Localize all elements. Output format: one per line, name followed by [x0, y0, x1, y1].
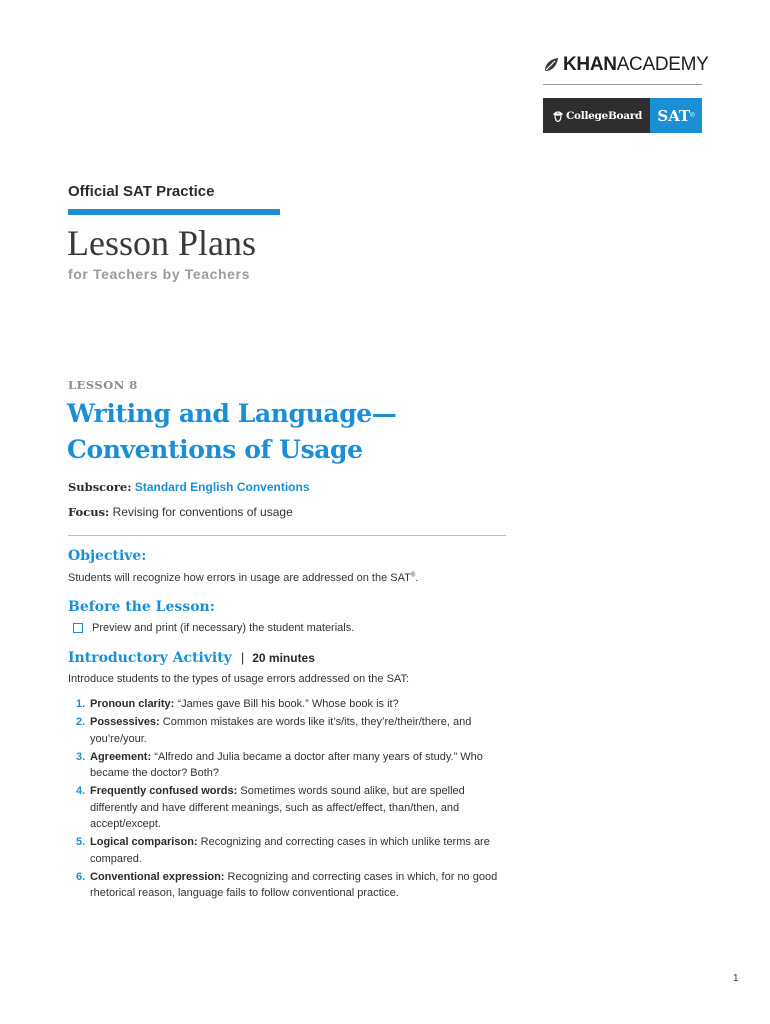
- before-lesson-heading: Before the Lesson:: [68, 599, 215, 615]
- subscore-key: Subscore:: [68, 480, 132, 494]
- collegeboard-sat-badge: [543, 98, 702, 133]
- list-item-term: Pronoun clarity:: [90, 698, 175, 710]
- lesson-number: LESSON 8: [68, 378, 138, 392]
- lesson-title-line-1: Writing and Language—: [67, 399, 397, 428]
- sat-logo: [650, 98, 702, 133]
- list-item: [68, 749, 508, 782]
- list-item-term: Agreement:: [90, 750, 152, 763]
- collegeboard-label: CollegeBoard: [566, 109, 642, 122]
- activity-duration: 20 minutes: [252, 651, 315, 665]
- focus-line: [68, 505, 293, 519]
- list-item-text: Common mistakes are words like it’s/its, they’re/their/there, and you’re/your.: [90, 716, 472, 745]
- list-item: [68, 834, 508, 867]
- list-item-text: Sometimes words sound alike, but are spelled differently and have different meanings, such as affect/effect, than/then, and accept/except.: [90, 785, 465, 830]
- list-item-number: 4.: [76, 785, 86, 797]
- leaf-icon: [543, 57, 559, 73]
- document-subtitle: for Teachers by Teachers: [68, 266, 250, 282]
- page-number: 1: [733, 973, 739, 984]
- list-item-text: “James gave Bill his book.” Whose book is it?: [177, 698, 399, 710]
- objective-text-body: Students will recognize how errors in usage are addressed on the SAT: [68, 572, 411, 584]
- list-item: [68, 783, 508, 833]
- subscore-line: [68, 480, 310, 494]
- objective-text: [68, 572, 418, 584]
- checklist-item: [73, 622, 354, 634]
- logo-divider: [543, 84, 702, 85]
- section-divider: [68, 535, 506, 536]
- khan-academy-logo: [543, 54, 709, 76]
- intro-activity-text: Introduce students to the types of usage errors addressed on the SAT:: [68, 673, 409, 685]
- objective-heading: Objective:: [68, 548, 147, 564]
- list-item-term: Logical comparison:: [90, 836, 198, 848]
- subscore-value: Standard English Conventions: [134, 480, 310, 494]
- list-item-number: 1.: [76, 698, 86, 710]
- eyebrow-title: Official SAT Practice: [68, 183, 215, 200]
- lesson-title-line-2: Conventions of Usage: [67, 435, 363, 464]
- list-item-number: 2.: [76, 716, 86, 728]
- list-item-text: Recognizing and correcting cases in which unlike terms are compared.: [90, 836, 490, 865]
- list-item: [68, 714, 508, 747]
- list-item: [68, 696, 508, 713]
- focus-key: Focus:: [68, 505, 110, 519]
- list-item-term: Possessives:: [90, 716, 160, 728]
- document-title: Lesson Plans: [67, 223, 256, 263]
- objective-text-end: .: [415, 572, 419, 584]
- usage-error-list: [68, 696, 508, 903]
- acorn-icon: [553, 110, 563, 122]
- heading-separator: |: [240, 650, 245, 665]
- collegeboard-logo: [543, 98, 650, 133]
- list-item-number: 3.: [76, 750, 86, 763]
- focus-value: Revising for conventions of usage: [112, 505, 293, 519]
- list-item-term: Conventional expression:: [90, 870, 225, 883]
- list-item-term: Frequently confused words:: [90, 785, 238, 797]
- list-item: [68, 869, 508, 902]
- khan-logo-light: ACADEMY: [616, 54, 709, 75]
- khan-logo-bold: KHAN: [563, 54, 617, 75]
- list-item-number: 6.: [76, 870, 86, 883]
- eyebrow-accent-bar: [68, 209, 280, 215]
- list-item-text: Recognizing and correcting cases in which, for no good rhetorical reason, language fails to follow conventional practice.: [90, 870, 498, 899]
- lesson-title: [67, 396, 396, 468]
- list-item-number: 5.: [76, 836, 86, 848]
- intro-activity-title: Introductory Activity: [68, 650, 232, 666]
- sat-label: SAT: [657, 106, 691, 125]
- objective-registered-mark: ®: [410, 572, 416, 579]
- intro-activity-heading: [68, 650, 315, 666]
- sat-registered-mark: ®: [690, 112, 695, 119]
- checklist-item-label: Preview and print (if necessary) the student materials.: [92, 622, 355, 634]
- checkbox-icon: [73, 623, 83, 633]
- list-item-text: “Alfredo and Julia became a doctor after many years of study.” Who became the doctor? Both?: [90, 750, 483, 779]
